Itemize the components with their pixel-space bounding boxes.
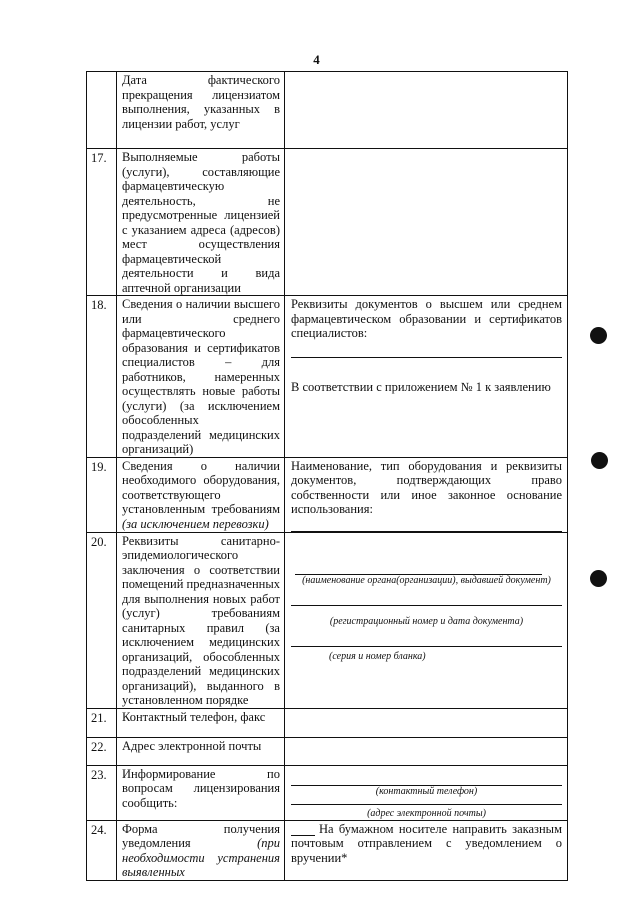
page-number: 4 <box>313 52 320 67</box>
table-row <box>87 737 568 765</box>
row-number: 21. <box>87 708 117 737</box>
value-cell[interactable] <box>285 820 568 880</box>
row-label-italic: (за исключением перевозки) <box>122 516 269 531</box>
table-row <box>87 457 568 532</box>
table-row <box>87 532 568 708</box>
caption-reg-number: (регистрационный номер и дата документа) <box>329 615 524 627</box>
fill-line[interactable] <box>291 517 562 532</box>
table-row <box>87 708 568 737</box>
table-row <box>87 765 568 820</box>
value-cell[interactable] <box>285 765 568 820</box>
row-number: 19. <box>87 457 117 532</box>
punch-hole <box>591 452 608 469</box>
value-cell[interactable] <box>285 532 568 708</box>
row-label: Выполняемые работы (услуги), составляющие фармацевтическую деятельность, не предусмотренные лицензией с указанием адреса (адресов) мест осуществления фармацевтической деятельности и вида аптечной организации <box>117 149 285 296</box>
value-cell[interactable] <box>285 708 568 737</box>
checkbox-blank[interactable] <box>291 823 315 836</box>
row-number: 22. <box>87 737 117 765</box>
value-cell[interactable] <box>285 149 568 296</box>
caption-phone: (контактный телефон) <box>375 785 478 797</box>
fill-line[interactable] <box>291 591 562 606</box>
value-text: Наименование, тип оборудования и реквизиты документов, подтверждающих право собственности или иное законное основание использования: <box>291 458 562 516</box>
table-row <box>87 820 568 880</box>
row-number: 18. <box>87 296 117 458</box>
caption-issuer: (наименование органа(организации), выдавшей документ) <box>302 574 551 586</box>
row-label <box>117 457 285 532</box>
value-cell[interactable] <box>285 296 568 458</box>
value-cell[interactable] <box>285 737 568 765</box>
row-number: 20. <box>87 532 117 708</box>
fill-line[interactable] <box>295 560 542 575</box>
row-number: 23. <box>87 765 117 820</box>
row-number: 24. <box>87 820 117 880</box>
caption-blank-number: (серия и номер бланка) <box>329 650 426 662</box>
fill-line[interactable] <box>291 632 562 647</box>
license-form-table <box>86 71 568 881</box>
caption-email: (адрес электронной почты) <box>367 807 486 819</box>
row-label: Контактный телефон, факс <box>117 708 285 737</box>
row-label: Адрес электронной почты <box>117 737 285 765</box>
fill-line[interactable] <box>291 771 562 786</box>
row-label: Сведения о наличии высшего или среднего фармацевтического образования и сертификатов специалистов – для работников, намеренных осуществлять новые работы (услуги) (за исключением обособленных подразделений медицинских организаций) <box>117 296 285 458</box>
row-label: Информирование по вопросам лицензирования сообщить: <box>117 765 285 820</box>
table-row <box>87 296 568 458</box>
value-cell[interactable] <box>285 72 568 149</box>
row-label-main: Сведения о наличии необходимого оборудования, соответствующего установленным требованиям <box>122 458 280 516</box>
value-note: В соответствии с приложением № 1 к заявлению <box>291 379 551 394</box>
value-cell[interactable] <box>285 457 568 532</box>
row-label: Дата фактического прекращения лицензиатом выполнения, указанных в лицензии работ, услуг <box>117 72 285 149</box>
punch-hole <box>590 570 607 587</box>
fill-line[interactable] <box>291 343 562 358</box>
fill-line[interactable] <box>291 798 562 805</box>
row-label: Реквизиты санитарно-эпидемиологического заключения о соответствии помещений предназначенных для выполнения новых работ (услуг) требованиям санитарных правил (за исключением медицинских организаций, обособленных подразделений медицинских организаций), выданного в установленном порядке <box>117 532 285 708</box>
punch-hole <box>590 327 607 344</box>
table-row <box>87 72 568 149</box>
delivery-option-label: На бумажном носителе направить заказным почтовым отправлением с уведомлением о вручении* <box>291 821 562 865</box>
row-label <box>117 820 285 880</box>
table-row <box>87 149 568 296</box>
row-label-main: Форма получения уведомления <box>122 821 280 850</box>
row-label-italic: (при необходимости устранения выявленных <box>122 836 280 879</box>
row-number: 17. <box>87 149 117 296</box>
value-text: Реквизиты документов о высшем или среднем фармацевтическом образовании и сертификатов специалистов: <box>291 297 562 340</box>
row-number <box>87 72 117 149</box>
value-text <box>291 822 562 866</box>
